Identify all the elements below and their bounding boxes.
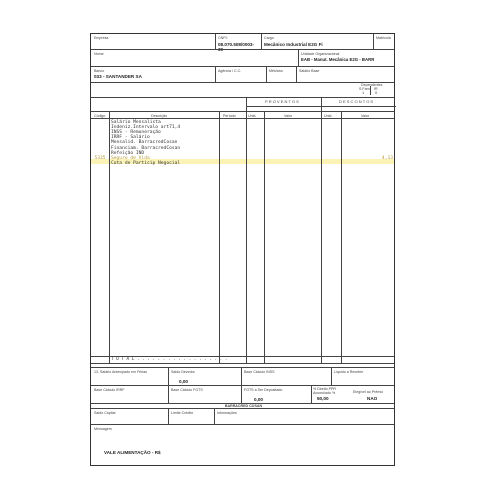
cargo-value: Mecânico Industrial E2G Fi: [264, 42, 323, 47]
divider: [91, 97, 394, 98]
descontos-header: D E S C O N T O S: [339, 99, 374, 104]
mensagem-value: VALE ALIMENTAÇÃO - R$: [104, 450, 161, 455]
unidade-value: EAB - Manut. Mecânica E2G - BARR: [301, 57, 375, 62]
col-unid-descontos: Unid.: [324, 114, 333, 118]
divider: [311, 385, 312, 403]
divider: [341, 111, 342, 363]
divider: [298, 49, 299, 66]
divider: [109, 111, 110, 363]
saldo-devedor-label: Saldo Devedor: [171, 370, 195, 374]
col-descricao: Descrição: [151, 114, 167, 118]
ppr-label: % Direito PPR: [313, 387, 336, 391]
base-irrf-label: Base Cálculo IRRF: [94, 388, 125, 392]
row-code: 5335: [94, 155, 106, 161]
cnpj-label: CNPJ: [218, 36, 228, 40]
col-valor-proventos: Valor: [284, 114, 293, 118]
divider: [266, 66, 267, 82]
divider: [91, 385, 394, 386]
divider: [331, 367, 332, 385]
divider: [296, 66, 297, 82]
row-description: Financiam. BarracredCosan: [111, 145, 181, 151]
dep-ir-value: 0: [375, 90, 378, 95]
nome-label: Nome: [94, 52, 104, 56]
banco-label: Banco: [94, 69, 105, 73]
divider: [91, 424, 394, 425]
col-unid-proventos: Unid.: [248, 114, 257, 118]
liquido-label: Líquido a Receber: [334, 370, 364, 374]
banco-value: 033 - SANTANDER SA: [94, 74, 142, 79]
mensagem-label: Mensagem: [94, 427, 112, 431]
row-description: Seguro de Vida: [111, 155, 150, 161]
divider: [91, 408, 394, 409]
ppr-value: 50,00: [317, 396, 329, 401]
row-description: Refeição IND: [111, 150, 145, 156]
proventos-header: P R O V E N T O S: [265, 99, 299, 104]
saldo-devedor-value: 0,00: [179, 379, 188, 384]
divider: [215, 34, 216, 49]
agencia-label: Agência / C.C.: [218, 69, 242, 73]
divider: [215, 66, 216, 82]
barracred-label: BARRACRED COSAN: [224, 404, 263, 408]
divider: [241, 367, 242, 385]
divider: [241, 385, 242, 403]
divider: [91, 82, 394, 83]
divider: [214, 408, 215, 424]
divider: [168, 408, 169, 424]
divider: [91, 367, 394, 368]
divider: [370, 86, 371, 95]
base-fgts-label: Base Cálculo FGTS: [171, 388, 203, 392]
fgts-value: 0,00: [254, 397, 263, 402]
row-description: IRRF - Salário: [111, 135, 150, 141]
row-description: Indeniz.Intervalo art71,4: [111, 125, 181, 131]
divider: [321, 97, 322, 363]
base-inss-label: Base Cálculo INSS: [244, 370, 275, 374]
unidade-label: Unidade Organizacional: [301, 52, 340, 56]
cnpj-value: 08.070.508/0003-: [218, 42, 255, 47]
cargo-label: Cargo: [264, 36, 274, 40]
matricula-label: Matrícula: [376, 36, 391, 40]
divider: [246, 97, 247, 363]
payslip: [90, 33, 395, 466]
saldo-capital-label: Saldo Capital: [94, 411, 116, 415]
divider: [168, 385, 169, 403]
row-discount-value: 4,13: [381, 155, 393, 161]
divider: [264, 111, 265, 363]
row-description: Salário Mensalista: [111, 120, 161, 125]
limite-credito-label: Limite Crédito: [171, 411, 194, 415]
divider: [261, 34, 262, 49]
ppr-label-cont: Acumulado %: [313, 391, 336, 395]
divider: [219, 111, 220, 363]
elegivel-label: Elegível ao Prêmio: [353, 390, 384, 394]
col-valor-descontos: Valor: [361, 114, 370, 118]
cnpj-value-cont: 39: [218, 47, 224, 52]
fgts-label: FGTS a Ser Depositado: [244, 388, 283, 392]
dep-ir-label: IR: [374, 87, 378, 91]
divider: [168, 367, 169, 385]
row-description: Cota de Particip Negocial: [111, 160, 181, 166]
row-description: INSS - Remuneração: [111, 130, 161, 136]
divider: [91, 363, 394, 364]
total-label: T O T A L . . . . . . . . . . . . . . . . . .: [111, 357, 228, 362]
mes-ano-label: Mês/ano: [269, 69, 283, 73]
col-periodo: Período: [223, 114, 236, 118]
divider: [91, 49, 394, 50]
row-description: Mensalid. BarracredCosan: [111, 140, 178, 146]
dep-sfam-label: S.Fam.: [359, 87, 371, 91]
divider: [91, 118, 394, 119]
divider: [373, 34, 374, 49]
divider: [91, 66, 394, 67]
col-codigo: Código: [94, 114, 106, 118]
informacoes-label: Informações: [217, 411, 237, 415]
dep-sfam-value: 1: [362, 90, 365, 95]
divider: [91, 111, 394, 112]
dependentes-label: Dependentes: [361, 83, 383, 87]
salario-antecipado-label: 13. Salário Antecipado em Férias: [94, 370, 147, 374]
elegivel-value: NAO: [367, 396, 378, 401]
empresa-label: Empresa: [94, 36, 109, 40]
salario-base-label: Salário Base: [299, 69, 320, 73]
